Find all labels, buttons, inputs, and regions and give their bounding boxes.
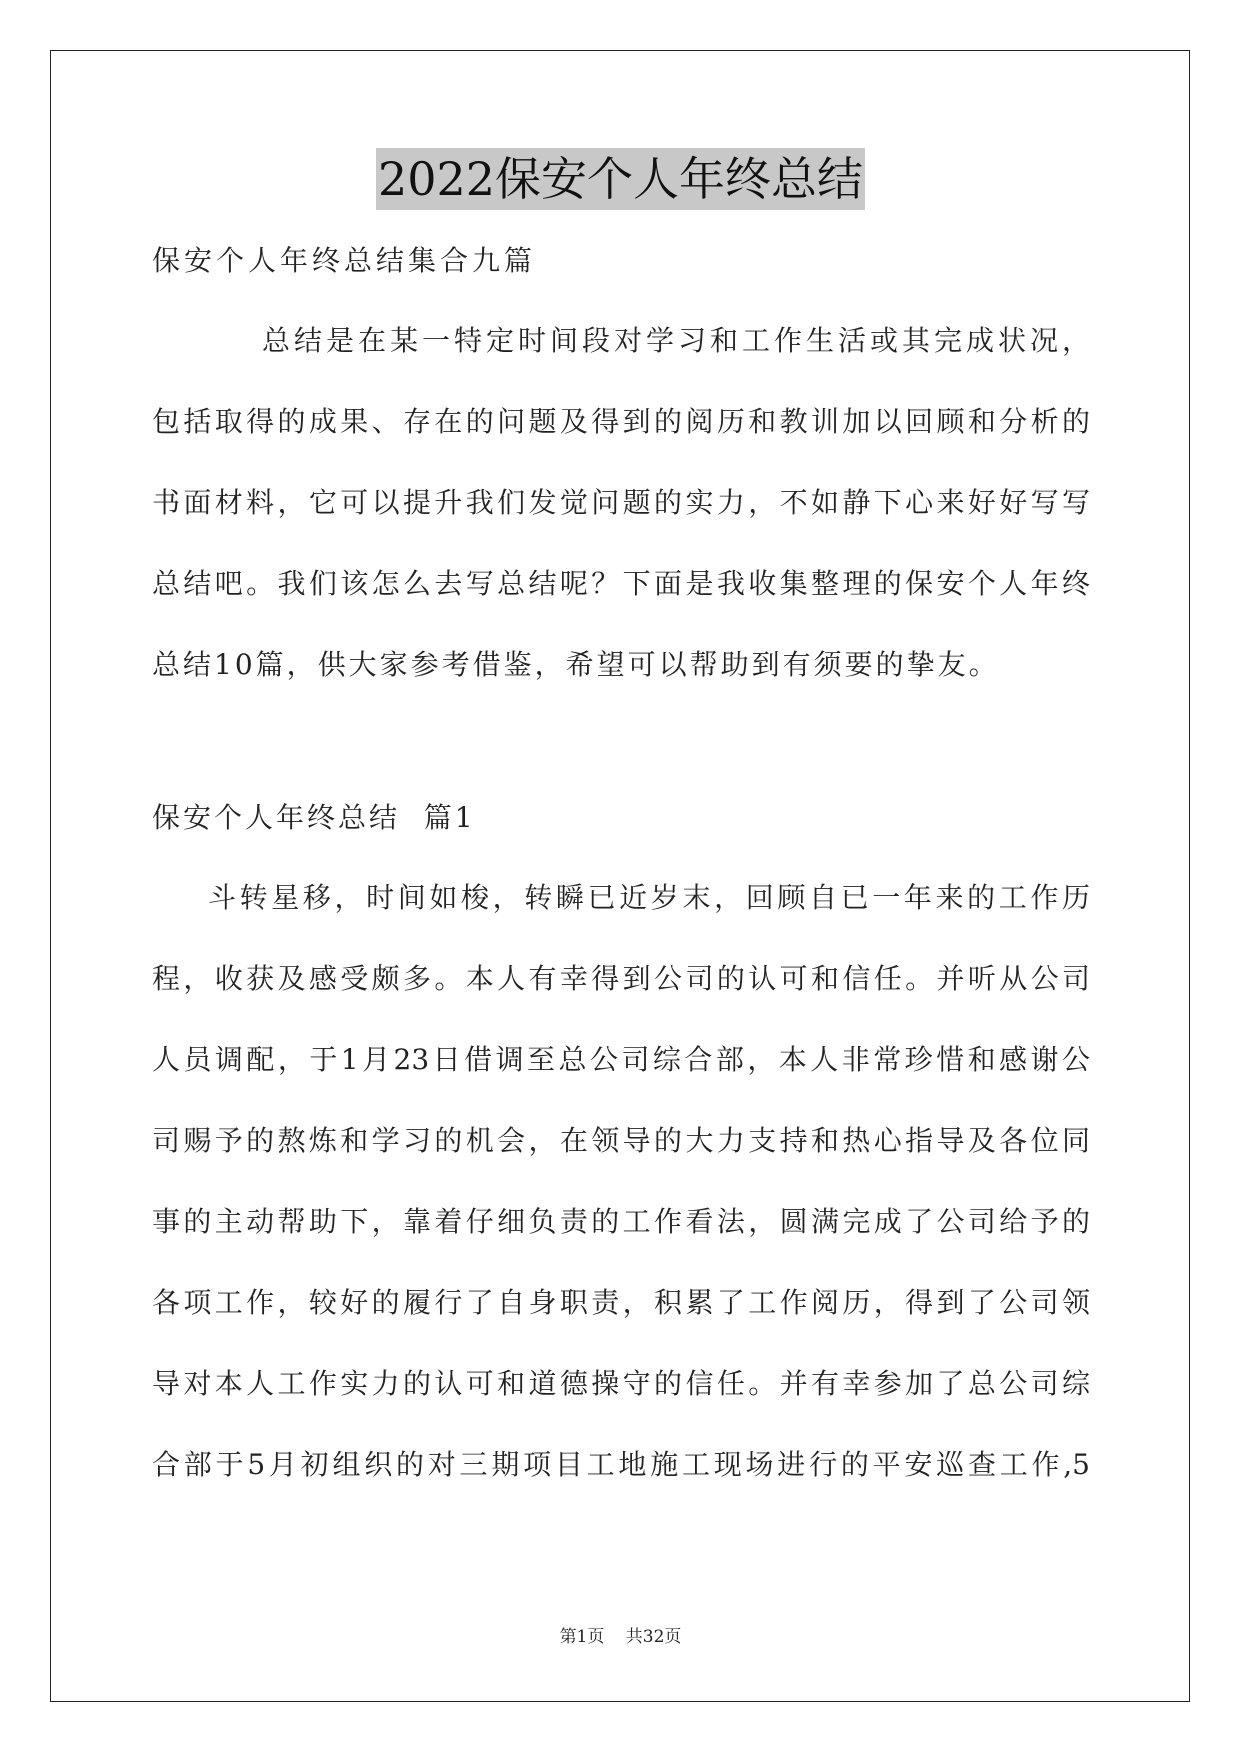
title-container	[0, 148, 1241, 210]
page-number-current: 第1页	[559, 1627, 605, 1647]
body-line-8: 合部于5月初组织的对三期项目工地施工现场进行的平安巡查工作,5	[152, 1448, 1090, 1481]
body-line-4: 司赐予的熬炼和学习的机会，在领导的大力支持和热心指导及各位同	[152, 1124, 1090, 1157]
intro-line-3: 书面材料，它可以提升我们发觉问题的实力，不如静下心来好好写写	[152, 486, 1090, 519]
document-body	[152, 235, 1090, 1520]
intro-line-2: 包括取得的成果、存在的问题及得到的阅历和教训加以回顾和分析的	[152, 405, 1090, 438]
document-title: 2022保安个人年终总结	[376, 148, 865, 210]
body-line-1: 斗转星移，时间如梭，转瞬已近岁末，回顾自已一年来的工作历	[208, 881, 1090, 914]
body-line-7: 导对本人工作实力的认可和道德操守的信任。并有幸参加了总公司综	[152, 1367, 1090, 1400]
section-heading: 保安个人年终总结 篇1	[152, 801, 476, 834]
body-line-6: 各项工作，较好的履行了自身职责，积累了工作阅历，得到了公司领	[152, 1286, 1090, 1319]
body-line-3: 人员调配，于1月23日借调至总公司综合部，本人非常珍惜和感谢公	[152, 1043, 1090, 1076]
page-number-total: 共32页	[625, 1627, 682, 1647]
body-line-2: 程，收获及感受颇多。本人有幸得到公司的认可和信任。并听从公司	[152, 962, 1090, 995]
subtitle: 保安个人年终总结集合九篇	[152, 244, 537, 277]
spacer	[152, 720, 1090, 792]
intro-line-4: 总结吧。我们该怎么去写总结呢？下面是我收集整理的保安个人年终	[152, 567, 1090, 600]
page-footer	[0, 1622, 1241, 1647]
intro-line-1: 总结是在某一特定时间段对学习和工作生活或其完成状况，	[262, 324, 1090, 357]
intro-line-5: 总结10篇，供大家参考借鉴，希望可以帮助到有须要的挚友。	[152, 648, 1000, 681]
body-line-5: 事的主动帮助下，靠着仔细负责的工作看法，圆满完成了公司给予的	[152, 1205, 1090, 1238]
